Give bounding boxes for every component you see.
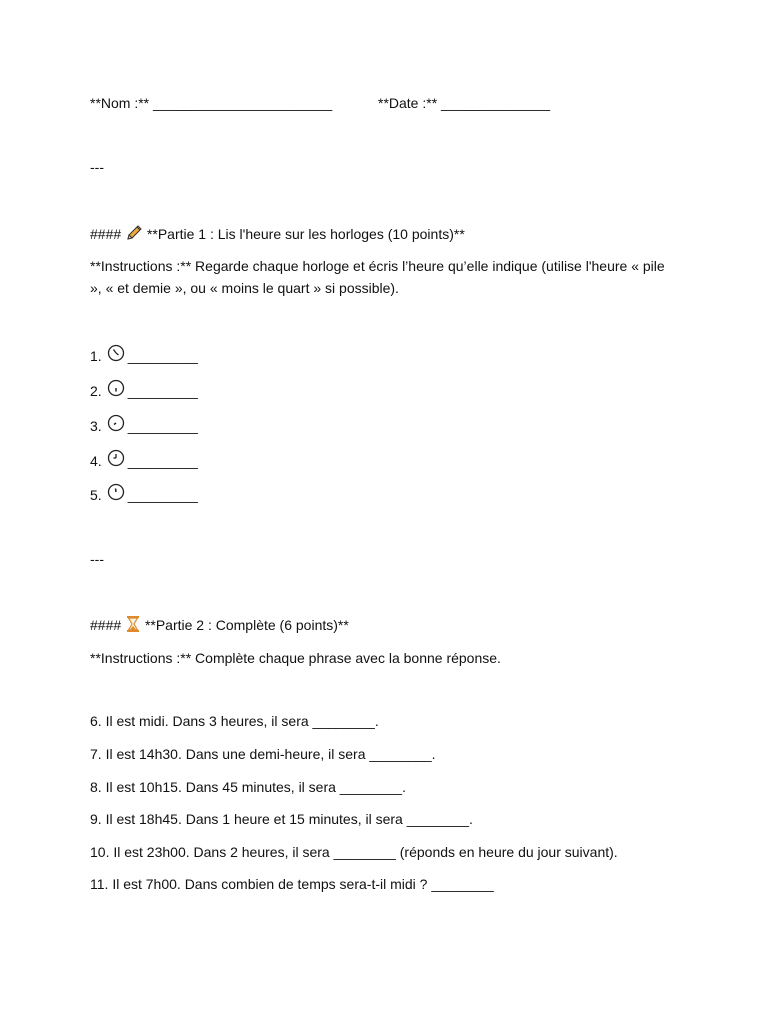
item-number: 1. — [90, 347, 102, 364]
list-item: 6. Il est midi. Dans 3 heures, il sera ________. — [90, 713, 379, 729]
list-item: 10. Il est 23h00. Dans 2 heures, il sera ________ (réponds en heure du jour suivant). — [90, 844, 618, 860]
item-number: 2. — [90, 382, 102, 399]
answer-blank: _________ — [127, 347, 198, 364]
answer-blank: _________ — [127, 486, 198, 503]
item-number: 5. — [90, 486, 102, 503]
list-item: 9. Il est 18h45. Dans 1 heure et 15 minutes, il sera ________. — [90, 811, 473, 827]
list-item — [90, 379, 198, 402]
part2-title: **Partie 2 : Complète (6 points)** — [144, 617, 349, 633]
part1-hashes: #### — [90, 226, 122, 242]
list-item — [90, 449, 198, 472]
name-field: **Nom :** _______________________ — [90, 95, 333, 111]
answer-blank: _________ — [127, 417, 198, 434]
clock-icon — [107, 483, 125, 506]
list-item — [90, 414, 198, 437]
part2-heading — [90, 615, 349, 638]
separator: --- — [90, 159, 104, 175]
clock-icon — [107, 379, 125, 402]
answer-blank: _________ — [127, 382, 198, 399]
clock-icon — [107, 414, 125, 437]
item-number: 4. — [90, 452, 102, 469]
part1-heading — [90, 224, 465, 247]
pencil-icon — [125, 224, 143, 247]
list-item: 11. Il est 7h00. Dans combien de temps sera-t-il midi ? ________ — [90, 876, 494, 892]
answer-blank: _________ — [127, 452, 198, 469]
list-item — [90, 344, 198, 367]
list-item — [90, 483, 198, 506]
date-field: **Date :** ______________ — [378, 95, 551, 111]
item-number: 3. — [90, 417, 102, 434]
part2-instructions: **Instructions :** Complète chaque phrase avec la bonne réponse. — [90, 650, 501, 666]
clock-icon — [107, 449, 125, 472]
list-item: 7. Il est 14h30. Dans une demi-heure, il sera ________. — [90, 746, 436, 762]
separator: --- — [90, 551, 104, 567]
clock-icon — [107, 344, 125, 367]
part1-instructions: **Instructions :** Regarde chaque horloge et écris l’heure qu’elle indique (utilise l'heure « pile », « et demie », ou « moins le quart » si possible). — [90, 258, 665, 296]
list-item: 8. Il est 10h15. Dans 45 minutes, il sera ________. — [90, 779, 406, 795]
part2-hashes: #### — [90, 617, 122, 633]
hourglass-icon — [125, 615, 141, 638]
part1-title: **Partie 1 : Lis l'heure sur les horloges (10 points)** — [146, 226, 465, 242]
